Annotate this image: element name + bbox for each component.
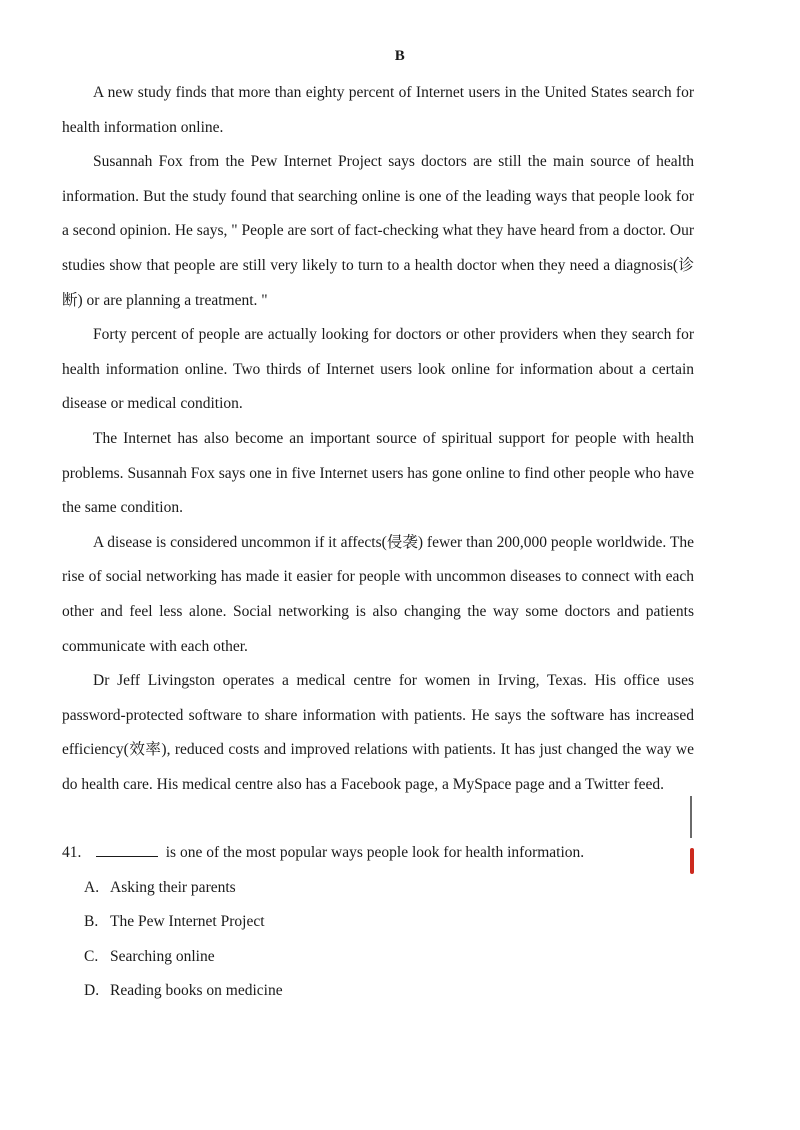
passage-paragraph-2: Susannah Fox from the Pew Internet Project says doctors are still the main source of health information. But the study found that searching online is one of the leading ways that people look for a second opinion. He says, " People are sort of fact-checking what they have heard from a doctor. Our studies show that people are still very likely to turn to a health doctor when they need a diagnosis(诊断) or are planning a treatment. " <box>62 153 694 309</box>
option-b[interactable] <box>84 905 702 940</box>
option-c[interactable] <box>84 940 702 975</box>
option-d[interactable] <box>84 974 702 1009</box>
option-letter: D. <box>84 982 100 1000</box>
answer-options <box>62 871 702 1009</box>
answer-blank <box>96 842 158 857</box>
question-41 <box>62 836 702 1009</box>
passage-paragraph-4: The Internet has also become an important source of spiritual support for people with health problems. Susannah Fox says one in five Internet users has gone online to find other people who have the same condition. <box>62 429 694 517</box>
question-stem <box>62 836 702 871</box>
option-letter: A. <box>84 878 100 896</box>
reading-passage <box>62 76 694 802</box>
passage-paragraph-1: A new study finds that more than eighty percent of Internet users in the United States search for health information online. <box>62 84 694 136</box>
option-text: The Pew Internet Project <box>110 913 265 931</box>
scan-artifact-bracket <box>690 796 695 838</box>
option-text: Asking their parents <box>110 878 236 896</box>
option-text: Reading books on medicine <box>110 982 283 1000</box>
passage-paragraph-6: Dr Jeff Livingston operates a medical centre for women in Irving, Texas. His office uses password-protected software to share information with patients. He says the software has increased efficiency(效率), reduced costs and improved relations with patients. It has just changed the way we do health care. His medical centre also has a Facebook page, a MySpace page and a Twitter feed. <box>62 672 694 793</box>
scan-artifact-red-mark <box>690 848 694 874</box>
passage-paragraph-5: A disease is considered uncommon if it affects(侵袭) fewer than 200,000 people worldwide. The rise of social networking has made it easier for people with uncommon diseases to connect with each other and feel less alone. Social networking is also changing the way some doctors and patients communicate with each other. <box>62 533 694 655</box>
passage-paragraph-3: Forty percent of people are actually looking for doctors or other providers when they search for health information online. Two thirds of Internet users look online for information about a certain disease or medical condition. <box>62 326 694 413</box>
question-number: 41. <box>62 844 82 861</box>
section-label: B <box>394 48 406 64</box>
option-text: Searching online <box>110 947 215 965</box>
question-text: is one of the most popular ways people look for health information. <box>165 844 585 861</box>
option-letter: C. <box>84 947 99 965</box>
option-a[interactable] <box>84 871 702 906</box>
option-letter: B. <box>84 913 99 931</box>
